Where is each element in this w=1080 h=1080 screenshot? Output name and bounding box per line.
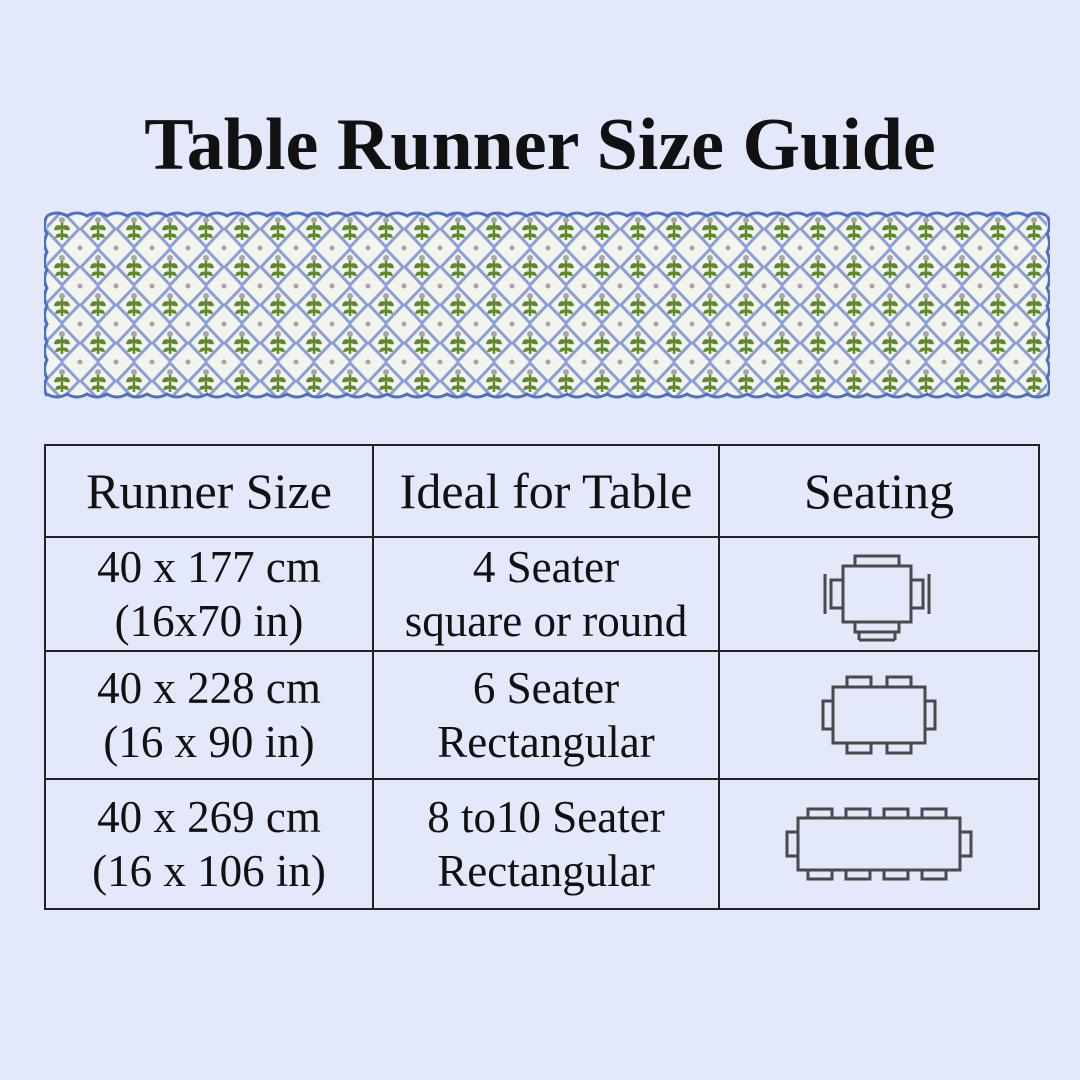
size-guide-table — [44, 444, 1040, 910]
runner-size-cell — [45, 651, 373, 779]
ideal-seater: 6 Seater — [472, 663, 620, 713]
header-ideal-for-table: Ideal for Table — [373, 445, 719, 537]
runner-size-cell — [45, 779, 373, 909]
ideal-seater: 4 Seater — [472, 542, 620, 592]
size-cm: 40 x 228 cm — [97, 663, 321, 713]
six-seater-table-icon — [817, 673, 941, 757]
ideal-table-cell — [373, 779, 719, 909]
size-in: (16 x 106 in) — [92, 846, 326, 896]
table-row — [45, 537, 1039, 651]
table-row — [45, 651, 1039, 779]
runner-size-cell — [45, 537, 373, 651]
header-seating: Seating — [719, 445, 1039, 537]
size-cm: 40 x 177 cm — [97, 542, 321, 592]
size-in: (16 x 90 in) — [103, 717, 315, 767]
table-header-row — [45, 445, 1039, 537]
page-title: Table Runner Size Guide — [144, 104, 936, 186]
size-cm: 40 x 269 cm — [97, 792, 321, 842]
header-runner-size: Runner Size — [45, 445, 373, 537]
seating-cell — [719, 537, 1039, 651]
ten-seater-table-icon — [784, 806, 974, 882]
ideal-table-cell — [373, 537, 719, 651]
table-row — [45, 779, 1039, 909]
ideal-shape: Rectangular — [437, 846, 655, 896]
ideal-shape: square or round — [404, 596, 688, 646]
ideal-seater: 8 to10 Seater — [427, 792, 665, 842]
four-seater-table-icon — [819, 544, 939, 644]
size-in: (16x70 in) — [114, 596, 304, 646]
seating-cell — [719, 651, 1039, 779]
ideal-table-cell — [373, 651, 719, 779]
seating-cell — [719, 779, 1039, 909]
table-runner-image — [44, 210, 1050, 400]
ideal-shape: Rectangular — [437, 717, 655, 767]
